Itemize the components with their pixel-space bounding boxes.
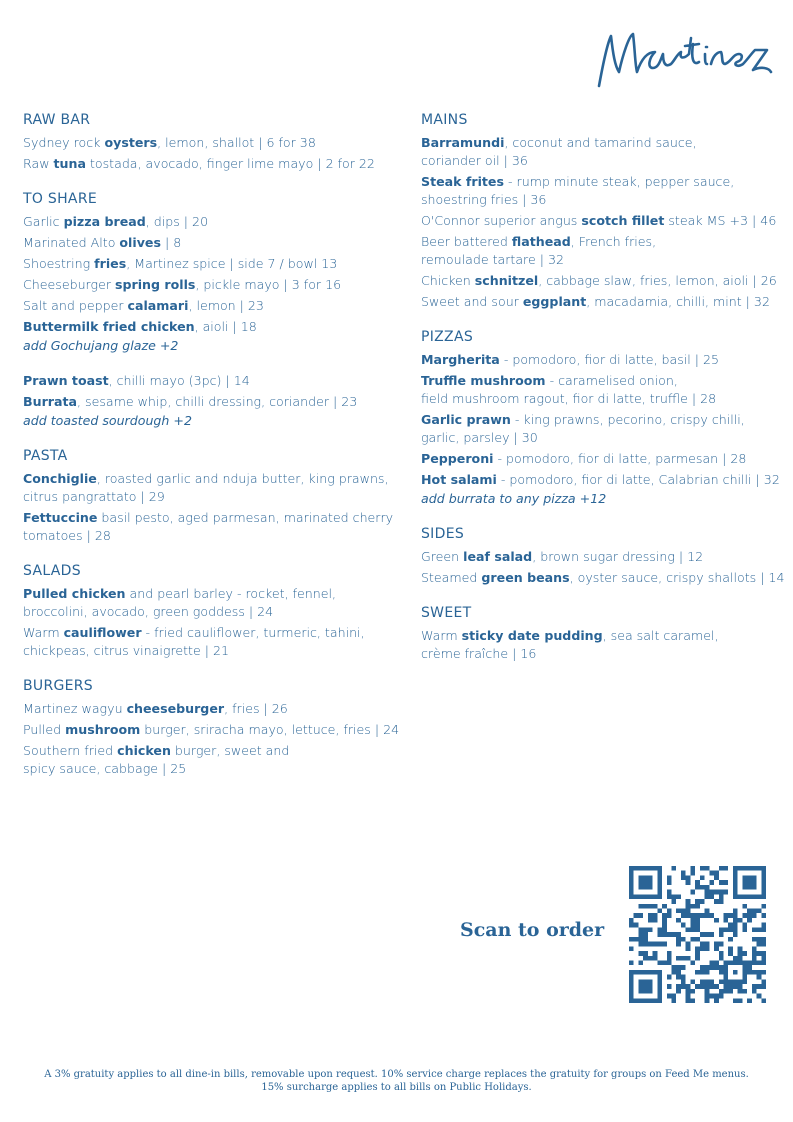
dish-name: Fettuccine [23,510,98,525]
menu-right-column [421,111,786,680]
menu-section-mains [421,111,786,311]
dish-description: and pearl barley - rocket, fennel, broccolini, avocado, green goddess | 24 [23,586,336,619]
menu-item [421,272,786,290]
menu-section-sides [421,525,786,587]
dish-description: - rump minute steak, pepper sauce, shoestring fries | 36 [421,174,735,207]
dish-description: , brown sugar dressing | 12 [532,549,704,564]
dish-description: , Martinez spice | side 7 / bowl 13 [126,256,338,271]
dish-description: Raw [23,156,54,171]
dish-name: olives [119,235,161,250]
dish-description: | 8 [160,235,182,250]
menu-item [23,470,403,506]
menu-item [421,372,786,408]
dish-name: cheeseburger [126,701,225,716]
dish-name: Pulled chicken [23,586,126,601]
dish-description: Chicken [421,273,475,288]
menu-item-addon-note: add toasted sourdough +2 [23,413,192,428]
dish-description: - pomodoro, fior di latte, Calabrian chilli | 32 [496,472,780,487]
section-title: SIDES [421,526,465,542]
menu-item [23,276,403,294]
menu-item [23,700,403,718]
menu-item [23,721,403,739]
dish-name: chicken [117,743,171,758]
menu-item [23,624,403,660]
menu-item [421,212,786,230]
dish-name: Hot salami [421,472,497,487]
dish-description: - king prawns, pecorino, crispy chilli, garlic, parsley | 30 [421,412,745,445]
menu-item [421,233,786,269]
menu-item [421,351,786,369]
dish-description: Steamed [421,570,482,585]
dish-description: tostada, avocado, finger lime mayo | 2 for 22 [85,156,375,171]
menu-item [421,134,786,170]
dish-description: , macadamia, chilli, mint | 32 [586,294,770,309]
section-title: SWEET [421,605,472,621]
dish-description: Beer battered [421,234,512,249]
dish-description: burger, sriracha mayo, lettuce, fries | 24 [140,722,400,737]
dish-name: Prawn toast [23,373,109,388]
menu-item [421,569,786,587]
dish-description: - fried cauliflower, turmeric, tahini, chickpeas, citrus vinaigrette | 21 [23,625,365,658]
menu-item [23,213,403,231]
dish-description: , dips | 20 [145,214,209,229]
dish-name: scotch fillet [581,213,665,228]
dish-description: Southern fried [23,743,118,758]
martinez-logo [585,14,780,94]
dish-name: pizza bread [63,214,146,229]
dish-description: , fries | 26 [224,701,288,716]
dish-name: schnitzel [474,273,539,288]
menu-item [23,134,403,152]
menu-section-raw-bar [23,111,403,173]
dish-description: , French fries, remoulade tartare | 32 [421,234,657,267]
dish-name: fries [94,256,127,271]
dish-description: Warm [23,625,64,640]
dish-name: sticky date pudding [461,628,603,643]
dish-description: , lemon | 23 [188,298,264,313]
dish-description: Sweet and sour [421,294,523,309]
dish-name: calamari [127,298,189,313]
menu-item [421,627,786,663]
surcharge-notice: 15% surcharge applies to all bills on Public Holidays. [261,1082,532,1093]
dish-name: Barramundi [421,135,505,150]
menu-item-addon-note: add Gochujang glaze +2 [23,338,179,353]
dish-description: - pomodoro, fior di latte, parmesan | 28 [493,451,747,466]
dish-description: , cabbage slaw, fries, lemon, aioli | 26 [538,273,777,288]
menu-item [421,471,786,489]
dish-name: Burrata [23,394,78,409]
dish-description: - pomodoro, fior di latte, basil | 25 [499,352,720,367]
section-title: MAINS [421,112,468,128]
section-title: RAW BAR [23,112,91,128]
menu-left-column [23,111,403,795]
dish-name: green beans [481,570,570,585]
menu-item [23,155,403,173]
section-title: PIZZAS [421,329,474,345]
menu-item [23,318,403,336]
menu-item [23,372,403,390]
dish-description: Sydney rock [23,135,105,150]
dish-description: Cheeseburger [23,277,115,292]
section-title: TO SHARE [23,191,97,207]
dish-description: , aioli | 18 [194,319,257,334]
dish-description: - caramelised onion, field mushroom ragout, fior di latte, truffle | 28 [421,373,717,406]
dish-description: , sesame whip, chilli dressing, coriander | 23 [77,394,358,409]
menu-section-sweet [421,604,786,663]
dish-name: cauliflower [63,625,142,640]
dish-name: Pepperoni [421,451,494,466]
dish-name: Margherita [421,352,500,367]
menu-section-burgers [23,677,403,778]
dish-description: Garlic [23,214,64,229]
dish-name: Buttermilk fried chicken [23,319,195,334]
footer-notice [0,1068,793,1094]
section-spacer [23,358,403,372]
menu-item [421,411,786,447]
dish-description: steak MS +3 | 46 [664,213,777,228]
dish-description: Marinated Alto [23,235,120,250]
dish-description: , oyster sauce, crispy shallots | 14 [569,570,785,585]
scan-to-order-label: Scan to order [460,919,605,941]
menu-item [421,450,786,468]
menu-item [23,234,403,252]
dish-name: oysters [104,135,158,150]
dish-description: , sea salt caramel, crème fraîche | 16 [421,628,719,661]
menu-item [23,255,403,273]
dish-name: mushroom [65,722,141,737]
dish-description: Martinez wagyu [23,701,127,716]
menu-item [23,393,403,411]
dish-description: , roasted garlic and nduja butter, king prawns, citrus pangrattato | 29 [23,471,389,504]
menu-section-salads [23,562,403,660]
qr-code-icon[interactable] [629,866,766,1003]
menu-item [23,742,403,778]
menu-item [421,293,786,311]
dish-name: Conchiglie [23,471,97,486]
dish-name: spring rolls [115,277,196,292]
dish-name: tuna [53,156,86,171]
dish-description: , coconut and tamarind sauce, coriander oil | 36 [421,135,697,168]
menu-item [421,548,786,566]
menu-item [23,585,403,621]
section-title: BURGERS [23,678,93,694]
dish-name: Garlic prawn [421,412,511,427]
menu-item [23,509,403,545]
dish-description: Pulled [23,722,66,737]
menu-item-addon-note: add burrata to any pizza +12 [421,491,607,506]
dish-description: Green [421,549,464,564]
section-title: SALADS [23,563,81,579]
dish-description: , chilli mayo (3pc) | 14 [108,373,250,388]
menu-section-pizzas [421,328,786,508]
dish-description: , pickle mayo | 3 for 16 [195,277,342,292]
dish-description: Shoestring [23,256,95,271]
dish-description: , lemon, shallot | 6 for 38 [157,135,316,150]
dish-name: Steak frites [421,174,504,189]
dish-description: Warm [421,628,462,643]
gratuity-notice: A 3% gratuity applies to all dine-in bills, removable upon request. 10% service charge replaces the gratuity for groups on Feed Me menus. [44,1069,749,1080]
dish-name: leaf salad [463,549,533,564]
dish-name: eggplant [522,294,587,309]
dish-name: Truffle mushroom [421,373,546,388]
dish-description: O'Connor superior angus [421,213,582,228]
menu-item [23,297,403,315]
section-title: PASTA [23,448,68,464]
menu-section-to-share [23,190,403,430]
menu-section-pasta [23,447,403,545]
dish-description: burger, sweet and spicy sauce, cabbage | 25 [23,743,290,776]
dish-description: Salt and pepper [23,298,128,313]
dish-name: flathead [511,234,571,249]
dish-description: basil pesto, aged parmesan, marinated cherry tomatoes | 28 [23,510,394,543]
menu-item [421,173,786,209]
